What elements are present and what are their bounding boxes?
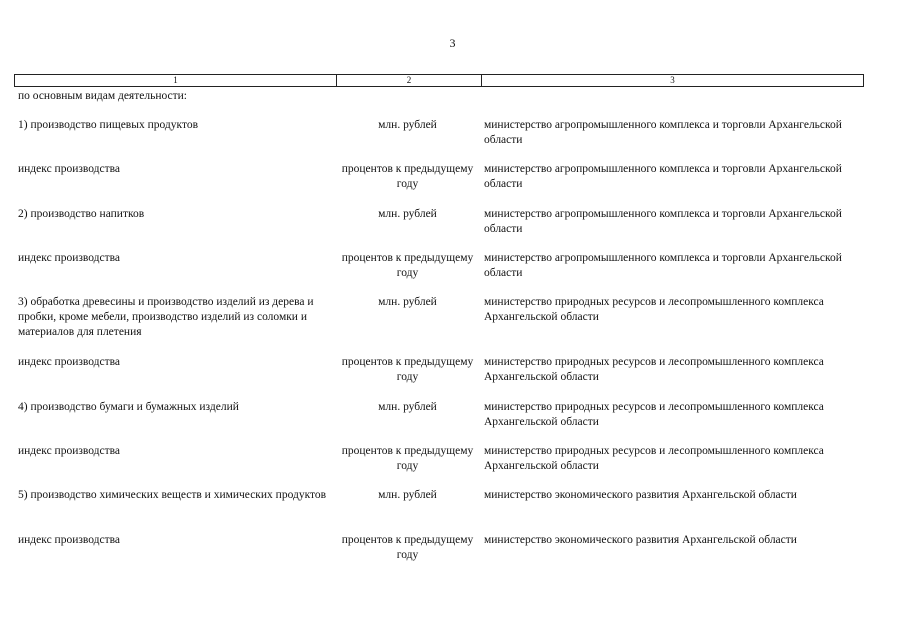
unit-of-measure: процентов к предыдущему году <box>341 163 474 190</box>
unit-of-measure: процентов к предыдущему году <box>341 356 474 383</box>
unit-of-measure: процентов к предыдущему году <box>341 534 474 561</box>
responsible-body: министерство природных ресурсов и лесопромышленного комплекса Архангельской области <box>484 445 824 472</box>
responsible-body: министерство природных ресурсов и лесопромышленного комплекса Архангельской области <box>484 296 824 323</box>
unit-of-measure: млн. рублей <box>378 489 437 501</box>
indicator-name: 1) производство пищевых продуктов <box>18 119 198 131</box>
responsible-body: министерство экономического развития Архангельской области <box>484 534 797 546</box>
indicator-name: индекс производства <box>18 534 121 546</box>
responsible-body: министерство агропромышленного комплекса и торговли Архангельской области <box>484 119 842 146</box>
responsible-body: министерство природных ресурсов и лесопромышленного комплекса Архангельской области <box>484 401 824 428</box>
responsible-body: министерство агропромышленного комплекса и торговли Архангельской области <box>484 208 842 235</box>
indicator-name: индекс производства <box>18 356 121 368</box>
responsible-body: министерство природных ресурсов и лесопромышленного комплекса Архангельской области <box>484 356 824 383</box>
unit-of-measure: млн. рублей <box>378 296 437 308</box>
responsible-body: министерство агропромышленного комплекса и торговли Архангельской области <box>484 252 842 279</box>
header-col-3: 3 <box>670 75 675 85</box>
header-col-1: 1 <box>15 75 337 86</box>
unit-of-measure: млн. рублей <box>378 208 437 220</box>
header-col-2: 2 <box>337 75 482 86</box>
unit-of-measure: процентов к предыдущему году <box>341 445 474 472</box>
table-header-row <box>14 74 864 87</box>
responsible-body: министерство экономического развития Архангельской области <box>484 489 797 501</box>
indicator-name: 3) обработка древесины и производство изделий из дерева и пробки, кроме мебели, производство изделий из соломки и материалов для плетения <box>18 296 314 338</box>
unit-of-measure: процентов к предыдущему году <box>341 252 474 279</box>
indicator-name: индекс производства <box>18 445 121 457</box>
responsible-body: министерство агропромышленного комплекса и торговли Архангельской области <box>484 163 842 190</box>
indicator-name: индекс производства <box>18 163 121 175</box>
unit-of-measure: млн. рублей <box>378 119 437 131</box>
indicator-name: 5) производство химических веществ и химических продуктов <box>18 489 327 501</box>
section-intro: по основным видам деятельности: <box>18 90 188 102</box>
page-number: 3 <box>449 36 456 50</box>
unit-of-measure: млн. рублей <box>378 401 437 413</box>
indicator-name: 2) производство напитков <box>18 208 145 220</box>
indicator-name: индекс производства <box>18 252 121 264</box>
indicator-name: 4) производство бумаги и бумажных изделий <box>18 401 239 413</box>
